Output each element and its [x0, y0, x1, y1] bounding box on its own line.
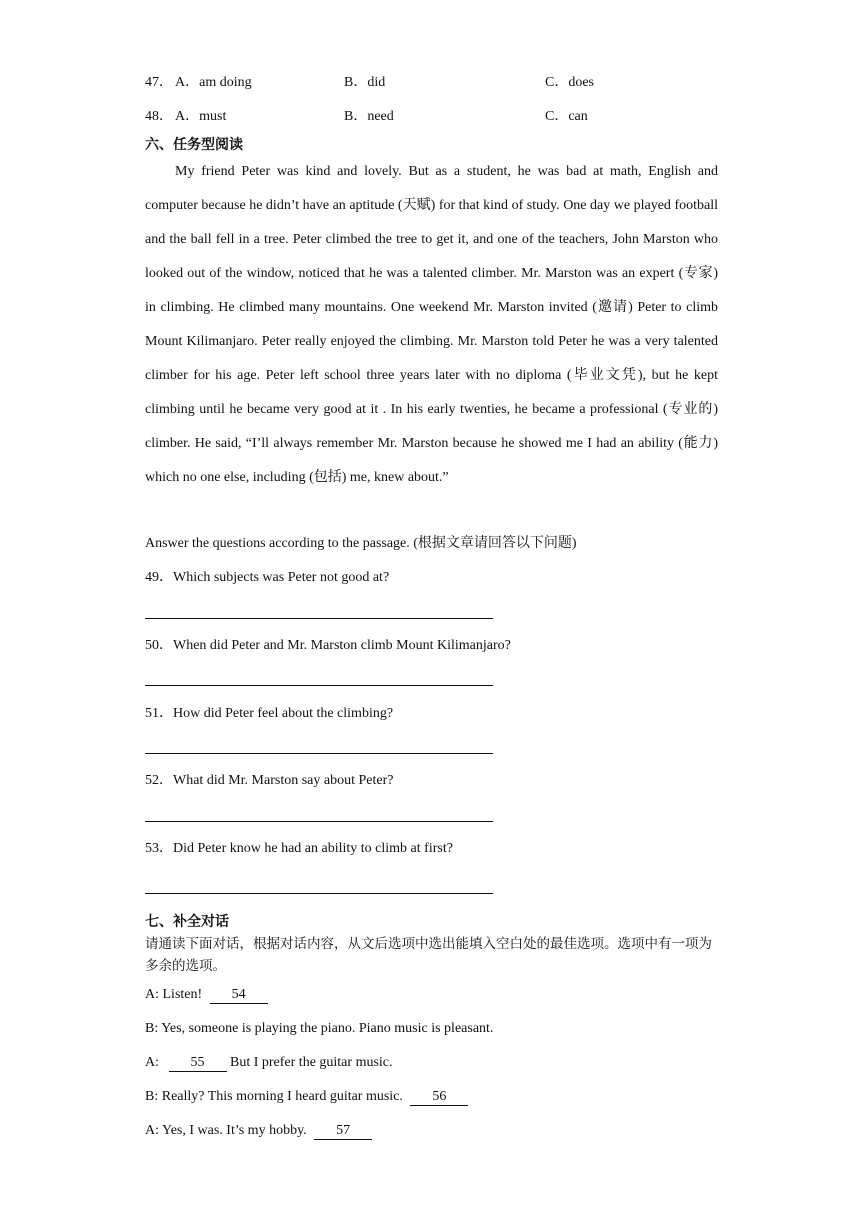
- question-number: 48．: [145, 109, 173, 124]
- dialogue-line: [145, 1019, 493, 1039]
- dialogue-text: B: Really? This morning I heard guitar music.: [145, 1089, 407, 1104]
- dialogue-text: A:: [145, 1055, 163, 1070]
- blank-54[interactable]: 54: [210, 987, 268, 1004]
- dialogue-line: [145, 985, 268, 1005]
- option-c: C．can: [545, 109, 588, 124]
- answer-line-53[interactable]: [145, 893, 493, 894]
- answer-line-52[interactable]: [145, 821, 493, 822]
- dialogue-line: [145, 1121, 372, 1141]
- question-53: 53．Did Peter know he had an ability to climb at first?: [145, 841, 453, 856]
- answer-line-51[interactable]: [145, 753, 493, 754]
- passage-text: My friend Peter was kind and lovely. But as a student, he was bad at math, English and computer because he didn’t have an aptitude (天赋) for that kind of study. One day we played football and the ball fell in a tree. Peter climbed the tree to get it, and one of the teachers, John Marston who looked out of the window, noticed that he was a talented climber. Mr. Marston was an expert (专家) in climbing. He climbed many mountains. One weekend Mr. Marston invited (邀请) Peter to climb Mount Kilimanjaro. Peter really enjoyed the climbing. Mr. Marston told Peter he was a very talented climber for his age. Peter left school three years later with no diploma (毕业文凭), but he kept climbing until he became very good at it . In his early twenties, he became a professional (专业的) climber. He said, “I’ll always remember Mr. Marston because he showed me I had an ability (能力) which no one else, including (包括) me, knew about.”: [145, 164, 718, 485]
- question-49: 49．Which subjects was Peter not good at?: [145, 570, 390, 585]
- answer-line-49[interactable]: [145, 618, 493, 619]
- question-50: 50．When did Peter and Mr. Marston climb Mount Kilimanjaro?: [145, 638, 511, 653]
- section-7-title: 七、补全对话: [145, 914, 229, 930]
- dialogue-line: [145, 1087, 468, 1107]
- dialogue-text: But I prefer the guitar music.: [226, 1055, 393, 1070]
- dialogue-text: A: Yes, I was. It’s my hobby.: [145, 1123, 311, 1138]
- option-a: A．am doing: [175, 75, 252, 90]
- question-48: [145, 107, 720, 127]
- option-c: C．does: [545, 75, 594, 90]
- question-51: 51．How did Peter feel about the climbing?: [145, 706, 394, 721]
- option-b: B．need: [344, 109, 394, 124]
- questions-instruction: Answer the questions according to the passage. (根据文章请回答以下问题): [145, 536, 577, 551]
- blank-57[interactable]: 57: [314, 1123, 372, 1140]
- option-a: A．must: [175, 109, 227, 124]
- question-47: [145, 73, 720, 93]
- question-number: 47．: [145, 75, 173, 90]
- section-7-instruction: 请通读下面对话，根据对话内容，从文后选项中选出能填入空白处的最佳选项。选项中有一项为多余的选项。: [145, 936, 712, 974]
- blank-56[interactable]: 56: [410, 1089, 468, 1106]
- dialogue-line: [145, 1053, 393, 1073]
- reading-passage: [145, 155, 718, 495]
- blank-55[interactable]: 55: [169, 1055, 227, 1072]
- section-6-title: 六、任务型阅读: [145, 137, 243, 153]
- dialogue-text: B: Yes, someone is playing the piano. Piano music is pleasant.: [145, 1021, 494, 1036]
- question-52: 52．What did Mr. Marston say about Peter?: [145, 773, 394, 788]
- dialogue-text: A: Listen!: [145, 987, 206, 1002]
- option-b: B．did: [344, 75, 386, 90]
- answer-line-50[interactable]: [145, 685, 493, 686]
